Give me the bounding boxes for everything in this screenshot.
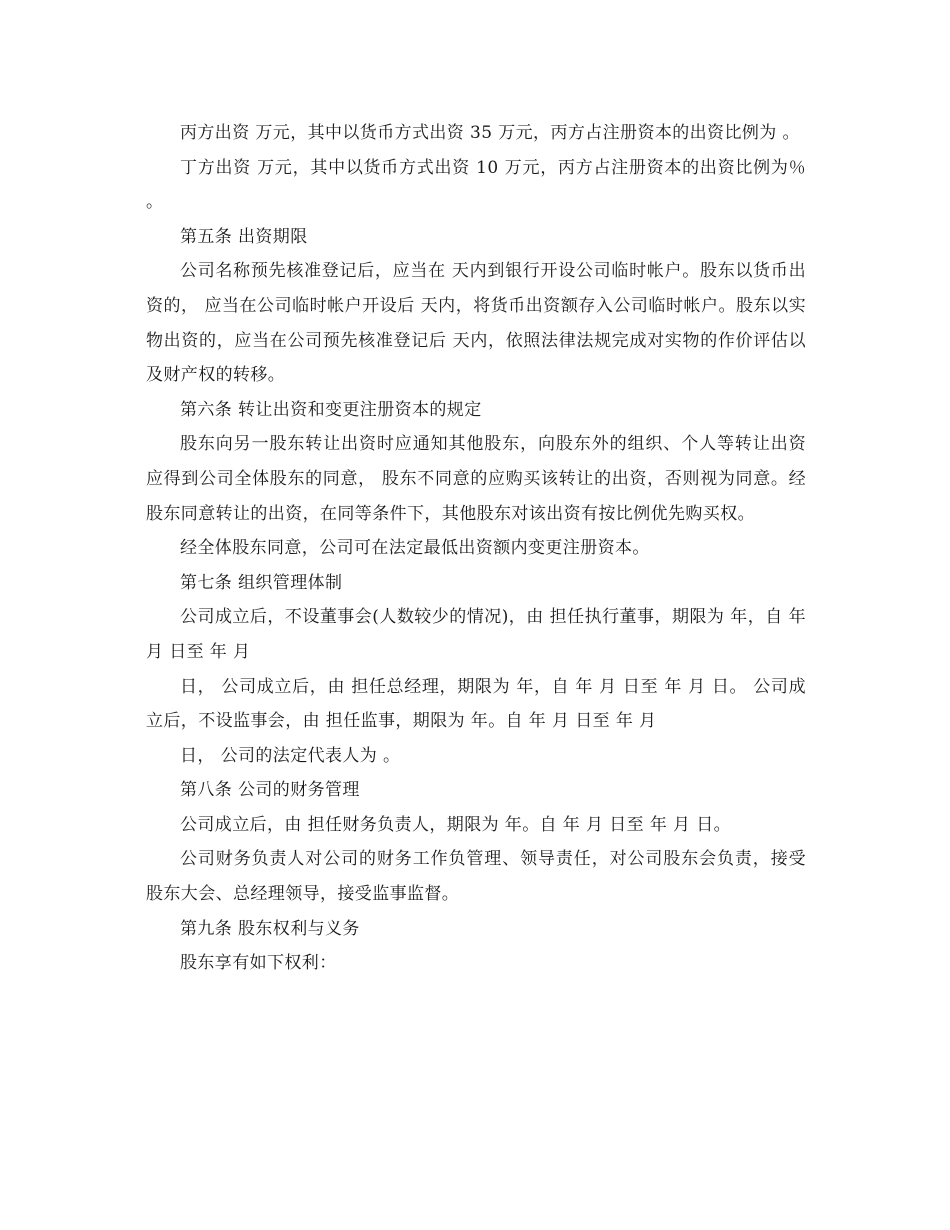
article-6-heading: 第六条 转让出资和变更注册资本的规定 — [180, 399, 482, 420]
article-9-heading: 第九条 股东权利与义务 — [180, 918, 360, 939]
article-8-heading: 第八条 公司的财务管理 — [180, 780, 360, 801]
paragraph-legal-representative: 日， 公司的法定代表人为 。 — [180, 745, 401, 766]
paragraph-contribution-deadline: 公司名称预先核准登记后，应当在 天内到银行开设公司临时帐户。股东以货币出资的， 应当在公司临时帐户开设后 天内，将货币出资额存入公司临时帐户。股东以实物出资的，应当在公司预先核准登记后 天内，依照法律法规完成对实物的作价评估以及财产权的转移。 — [146, 261, 806, 386]
document-page — [146, 116, 806, 981]
article-5-heading: 第五条 出资期限 — [180, 226, 308, 247]
paragraph-bing-contribution: 丙方出资 万元，其中以货币方式出资 35 万元，丙方占注册资本的出资比例为 。 — [180, 123, 800, 143]
paragraph-general-manager: 日， 公司成立后，由 担任总经理，期限为 年，自 年 月 日至 年 月 日。 公司成立后，不设监事会，由 担任监事，期限为 年。自 年 月 日至 年 月 — [146, 676, 806, 732]
paragraph-finance-responsibility: 公司财务负责人对公司的财务工作负管理、领导责任，对公司股东会负责，接受股东大会、总经理领导，接受监事监督。 — [146, 849, 806, 905]
paragraph-shareholder-rights: 股东享有如下权利： — [180, 953, 337, 974]
paragraph-executive-director: 公司成立后，不设董事会(人数较少的情况)，由 担任执行董事，期限为 年，自 年 月 日至 年 月 — [146, 607, 806, 662]
paragraph-ding-contribution: 丁方出资 万元，其中以货币方式出资 10 万元，丙方占注册资本的出资比例为％ 。 — [146, 157, 806, 213]
paragraph-transfer-rules: 股东向另一股东转让出资时应通知其他股东，向股东外的组织、个人等转让出资应得到公司全体股东的同意， 股东不同意的应购买该转让的出资，否则视为同意。经股东同意转让的出资，在同等条件下，其他股东对该出资有按比例优先购买权。 — [146, 434, 806, 524]
paragraph-finance-officer: 公司成立后，由 担任财务负责人，期限为 年。自 年 月 日至 年 月 日。 — [180, 814, 732, 835]
article-7-heading: 第七条 组织管理体制 — [180, 572, 343, 593]
paragraph-capital-change: 经全体股东同意，公司可在法定最低出资额内变更注册资本。 — [180, 538, 650, 559]
